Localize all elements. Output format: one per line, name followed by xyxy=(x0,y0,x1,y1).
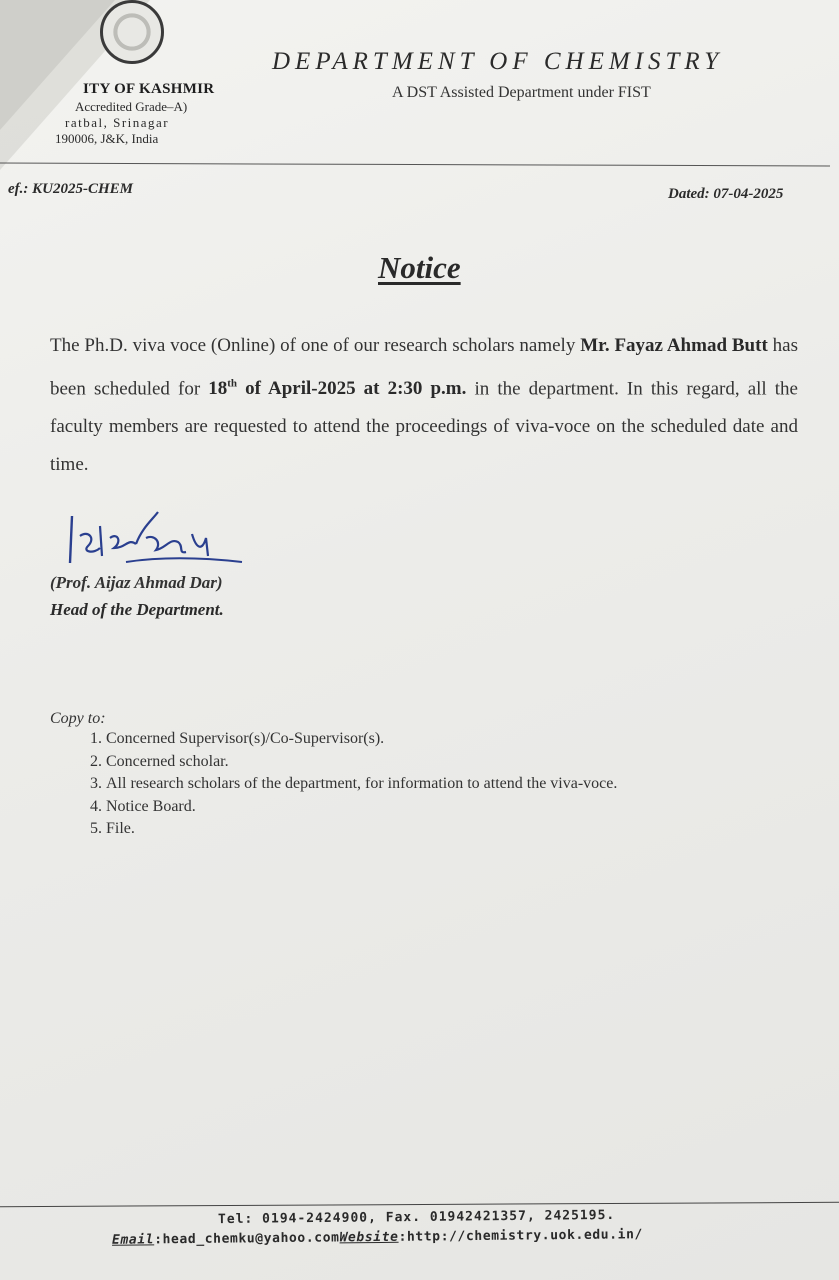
notice-body xyxy=(50,327,798,484)
copy-to-heading: Copy to: xyxy=(50,710,106,727)
date-suffix: th xyxy=(227,378,238,390)
university-name: ITY OF KASHMIR xyxy=(83,81,215,97)
footer-contact-web xyxy=(112,1227,643,1248)
department-title: DEPARTMENT OF CHEMISTRY xyxy=(272,48,724,75)
date-rest: of April-2025 at 2:30 p.m. xyxy=(237,378,467,400)
signature-icon xyxy=(66,508,246,578)
body-part-3: in the department. In this regard, all the faculty members are requested to attend the proceedings of viva-voce on the scheduled date and time. xyxy=(50,378,798,476)
scholar-name: Mr. Fayaz Ahmad Butt xyxy=(580,335,768,356)
list-item: 4. Notice Board. xyxy=(106,796,750,819)
viva-date xyxy=(208,378,466,399)
reference-number: ef.: KU2025-CHEM xyxy=(8,181,133,197)
copy-to-section xyxy=(50,710,750,841)
signatory-name: (Prof. Aijaz Ahmad Dar) xyxy=(50,573,223,592)
university-pincode: 190006, J&K, India xyxy=(55,131,159,147)
website-value: :http://chemistry.uok.edu.in/ xyxy=(398,1227,643,1245)
department-subtitle: A DST Assisted Department under FIST xyxy=(392,84,651,101)
website-label: Website xyxy=(339,1229,399,1246)
email-label: Email xyxy=(111,1232,155,1248)
list-item: 2. Concerned scholar. xyxy=(106,751,750,774)
list-item: 3. All research scholars of the department, for information to attend the viva-voce. xyxy=(106,773,750,796)
body-part-2: has been scheduled for xyxy=(50,335,798,400)
list-item: 1. Concerned Supervisor(s)/Co-Supervisor(s). xyxy=(106,728,750,751)
signatory-designation: Head of the Department. xyxy=(50,600,224,619)
university-locality: ratbal, Srinagar xyxy=(65,115,170,130)
list-item: 5. File. xyxy=(106,818,750,841)
signatory-block xyxy=(50,569,224,623)
university-accreditation: Accredited Grade–A) xyxy=(75,98,188,114)
copy-to-list xyxy=(50,728,750,841)
notice-date: Dated: 07-04-2025 xyxy=(668,186,784,202)
body-part-1: The Ph.D. viva voce (Online) of one of our research scholars namely xyxy=(50,335,581,356)
date-day: 18 xyxy=(208,378,228,400)
university-address xyxy=(55,80,255,148)
footer-contact-phone: Tel: 0194-2424900, Fax. 01942421357, 2425195. xyxy=(217,1207,616,1228)
footer-divider xyxy=(0,1202,839,1207)
notice-title: Notice xyxy=(378,250,461,285)
university-seal-icon xyxy=(100,0,164,64)
email-value: :head_chemku@yahoo.com xyxy=(154,1230,340,1248)
